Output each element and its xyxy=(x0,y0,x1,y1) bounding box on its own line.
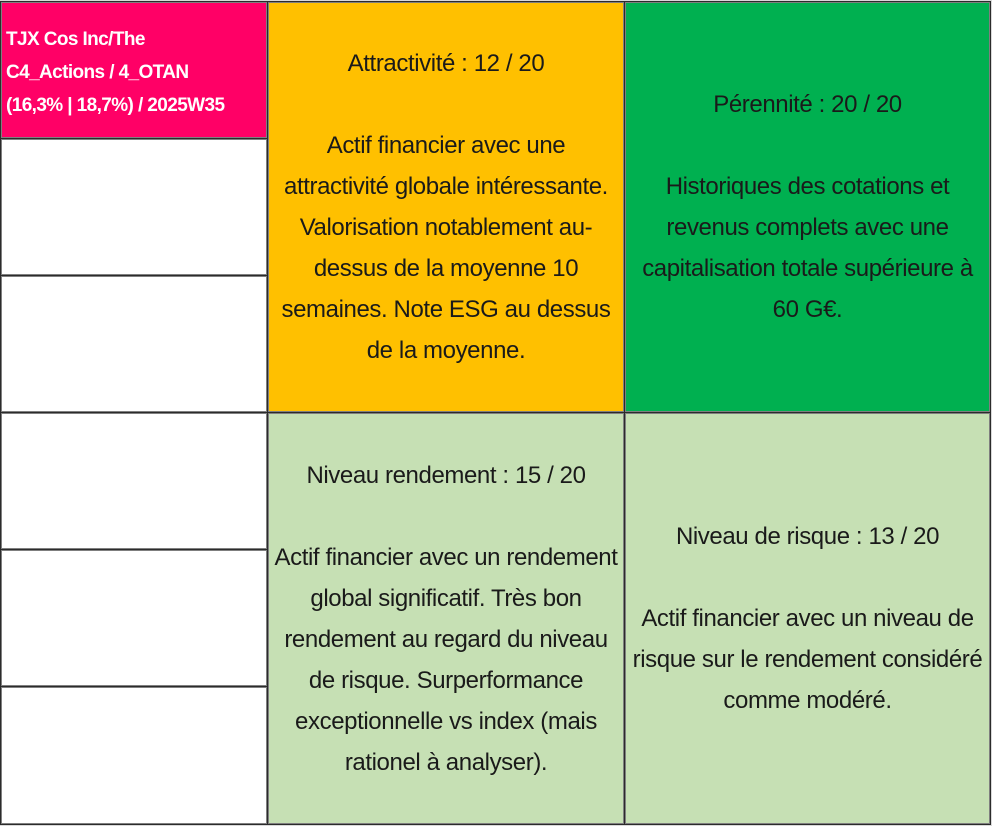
empty-cell-5[interactable] xyxy=(1,687,267,824)
asset-performance-week: (16,3% | 18,7%) / 2025W35 xyxy=(6,95,225,116)
attractivite-cell[interactable] xyxy=(268,2,624,412)
perennite-description: Historiques des cotations et revenus complets avec une capitalisation totale supérieure à 60 G€. xyxy=(642,173,973,323)
asset-category: C4_Actions / 4_OTAN xyxy=(6,62,189,83)
empty-cell-2[interactable] xyxy=(1,276,267,412)
perennite-title: Pérennité : 20 / 20 xyxy=(713,91,902,118)
risque-title: Niveau de risque : 13 / 20 xyxy=(675,523,940,550)
risque-description: Actif financier avec un niveau de risque sur le rendement considéré comme modéré. xyxy=(632,605,983,714)
asset-header-cell[interactable] xyxy=(1,2,267,138)
attractivite-description: Actif financier avec une attractivité globale intéressante. Valorisation notablement au-dessus de la moyenne 10 semaines. Note ESG au dessus de la moyenne. xyxy=(281,132,611,364)
rendement-cell[interactable] xyxy=(268,413,624,824)
rendement-description: Actif financier avec un rendement global significatif. Très bon rendement au regard du niveau de risque. Surperformance exceptionnelle vs index (mais rationel à analyser). xyxy=(274,543,618,776)
risque-cell[interactable] xyxy=(625,413,990,824)
perennite-cell[interactable] xyxy=(625,2,990,412)
attractivite-title: Attractivité : 12 / 20 xyxy=(347,50,545,77)
rendement-title: Niveau rendement : 15 / 20 xyxy=(306,461,586,489)
empty-cell-1[interactable] xyxy=(1,139,267,275)
empty-cell-3[interactable] xyxy=(1,413,267,549)
asset-name: TJX Cos Inc/The xyxy=(6,29,145,50)
empty-cell-4[interactable] xyxy=(1,550,267,686)
